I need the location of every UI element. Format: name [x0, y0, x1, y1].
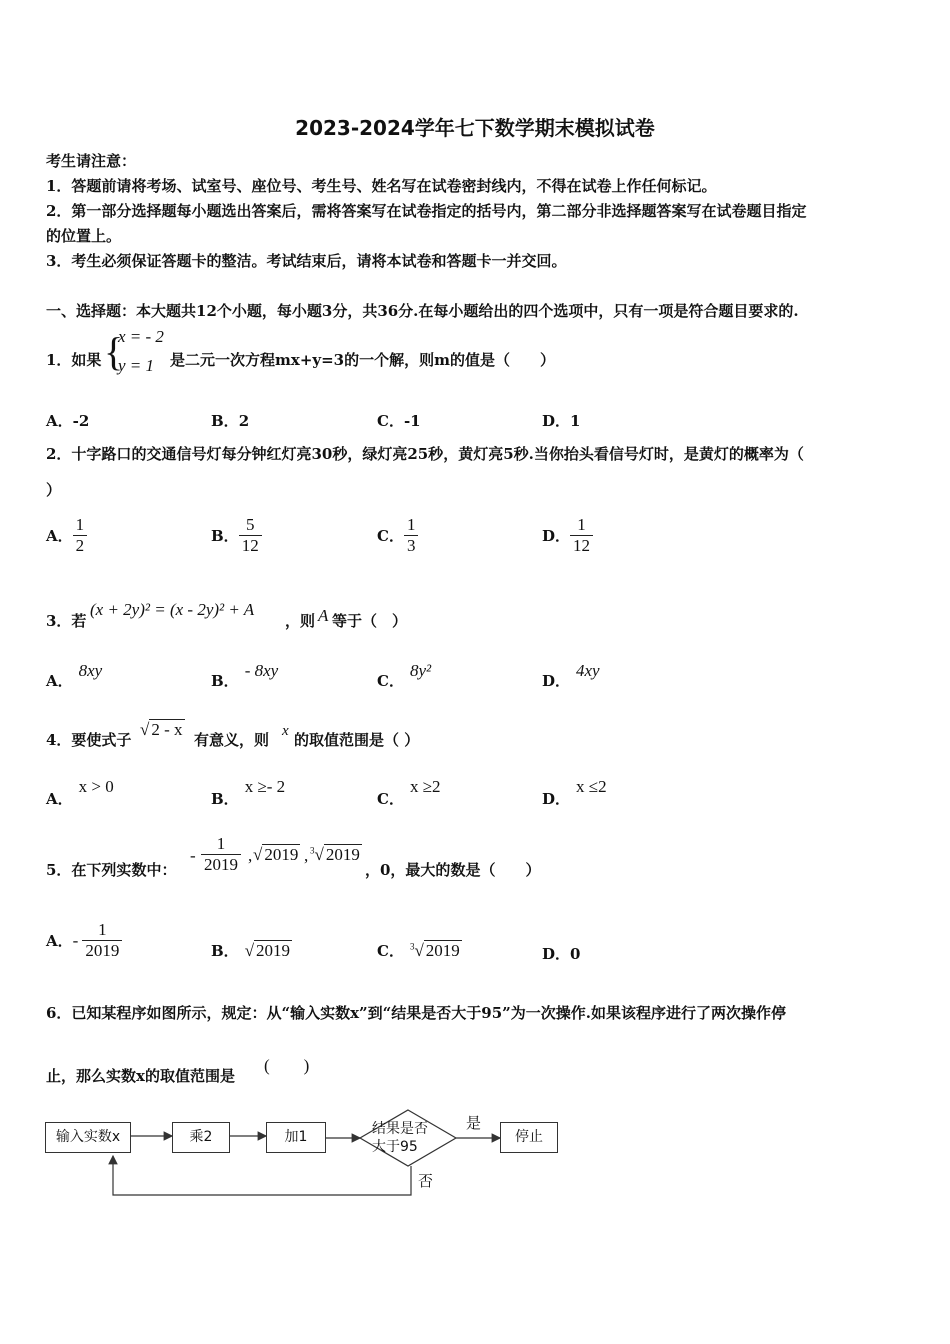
- q5-option-d[interactable]: [542, 943, 580, 964]
- option-cbrt: [410, 941, 462, 961]
- option-label: D．: [542, 412, 571, 430]
- sqrt-icon: √: [253, 845, 263, 864]
- flow-input-box: 输入实数x: [45, 1122, 131, 1153]
- option-fraction: [404, 515, 419, 556]
- page-title: 2023-2024学年七下数学期末模拟试卷: [295, 116, 655, 140]
- q3-suffix: 等于（ ）: [332, 612, 408, 630]
- q3-option-b[interactable]: [211, 660, 279, 690]
- system-brace-icon: {: [104, 329, 124, 374]
- q5-suffix: ，0，最大的数是（ ）: [365, 861, 541, 879]
- option-value: 0: [570, 945, 581, 963]
- q5-option-c[interactable]: [377, 940, 462, 961]
- root-index: 3: [409, 941, 415, 952]
- q2-option-a[interactable]: [46, 515, 87, 556]
- option-value: 8y²: [409, 661, 432, 680]
- radicand: 2019: [264, 845, 299, 864]
- flow-add-box: 加1: [266, 1122, 326, 1153]
- q1-stem: 是二元一次方程mx+y=3的一个解，则m的值是（ ）: [170, 351, 555, 369]
- q4-option-a[interactable]: [46, 776, 114, 808]
- option-value: 8xy: [78, 661, 103, 680]
- q5-comma: ,: [304, 846, 309, 865]
- notice-heading: 考生请注意：: [46, 152, 137, 170]
- numerator: 5: [239, 515, 262, 536]
- q4-radical: [140, 720, 185, 740]
- option-fraction: [82, 920, 122, 961]
- q5-fraction: [201, 834, 241, 875]
- flow-multiply-box: 乘2: [172, 1122, 230, 1153]
- decision-line: 结果是否: [372, 1121, 428, 1137]
- option-label: D．: [542, 672, 571, 690]
- q5-prefix: 5．在下列实数中：: [46, 861, 177, 879]
- option-sqrt: [245, 941, 292, 961]
- q4-option-c[interactable]: [377, 776, 441, 808]
- option-label: C．: [377, 672, 404, 690]
- option-label: A．: [46, 527, 73, 545]
- option-label: D．: [542, 945, 571, 963]
- q3-mid: ，则: [285, 612, 316, 630]
- sqrt-icon: √: [244, 941, 255, 960]
- q6-stem: 6．已知某程序如图所示，规定：从“输入实数x”到“结果是否大于95”为一次操作.如果该程序进行了两次操作停: [46, 1004, 786, 1022]
- flow-no-label: 否: [418, 1172, 434, 1190]
- q2-option-d[interactable]: [542, 515, 593, 556]
- option-label: B．: [211, 942, 239, 960]
- numerator: 1: [82, 920, 122, 941]
- notice-item: 1．答题前请将考场、试室号、座位号、考生号、姓名写在试卷密封线内，不得在试卷上作任何标记。: [46, 177, 717, 195]
- q6-answer-paren: ( ): [264, 1056, 310, 1075]
- option-value: x ≤2: [576, 777, 607, 796]
- q4-variable: x: [282, 723, 289, 739]
- option-label: D．: [542, 790, 571, 808]
- q4-option-d[interactable]: [542, 776, 607, 808]
- denominator: 2019: [204, 855, 238, 874]
- q1-option-d[interactable]: [542, 410, 580, 431]
- notice-item: 的位置上。: [46, 227, 122, 245]
- option-value: -1: [403, 412, 421, 430]
- q5-minus: -: [190, 846, 196, 865]
- q4-prefix: 4．要使式子: [46, 731, 132, 749]
- option-value: -2: [72, 412, 90, 430]
- q3-option-c[interactable]: [377, 660, 432, 690]
- option-label: B．: [211, 527, 239, 545]
- numerator: 1: [404, 515, 419, 536]
- radicand: 2019: [325, 845, 360, 864]
- option-fraction: [73, 515, 88, 556]
- q3-option-a[interactable]: [46, 660, 103, 690]
- numerator: 1: [201, 834, 241, 855]
- denominator: 3: [406, 536, 416, 555]
- option-fraction: [570, 515, 593, 556]
- q2-stem-cont: ）: [46, 481, 62, 499]
- q1-equation-y: y = 1: [118, 356, 155, 375]
- option-label: A．: [46, 672, 73, 690]
- option-label: C．: [377, 412, 404, 430]
- q5-option-b[interactable]: [211, 940, 292, 961]
- option-value: 1: [570, 412, 581, 430]
- q5-option-a[interactable]: [46, 920, 122, 961]
- q4-mid: 有意义，则: [194, 731, 270, 749]
- option-label: C．: [377, 527, 404, 545]
- option-minus: -: [72, 930, 79, 950]
- arrow-no-loop-back: [113, 1156, 411, 1195]
- flow-stop-box: 停止: [500, 1122, 558, 1153]
- numerator: 1: [73, 515, 88, 536]
- numerator: 1: [570, 515, 593, 536]
- denominator: 12: [241, 536, 259, 555]
- option-label: B．: [211, 412, 239, 430]
- notice-item: 2．第一部分选择题每小题选出答案后，需将答案写在试卷指定的括号内，第二部分非选择题答案写在试卷题目指定: [46, 202, 807, 220]
- sqrt-icon: √: [314, 845, 324, 864]
- q1-option-b[interactable]: [211, 410, 249, 431]
- option-value: x ≥- 2: [244, 777, 286, 796]
- q3-prefix: 3．若: [46, 612, 87, 630]
- q5-cbrt: [310, 845, 362, 865]
- q4-option-b[interactable]: [211, 776, 286, 808]
- q1-equation-x: x = - 2: [118, 327, 164, 346]
- option-value: x ≥2: [409, 777, 441, 796]
- option-value: 2: [238, 412, 250, 430]
- flow-yes-label: 是: [466, 1114, 482, 1132]
- q5-comma: ,: [248, 846, 253, 865]
- notice-item: 3．考生必须保证答题卡的整洁。考试结束后，请将本试卷和答题卡一并交回。: [46, 252, 567, 270]
- radicand: 2 - x: [151, 720, 183, 739]
- q1-prefix: 1．如果: [46, 351, 102, 369]
- option-label: B．: [211, 790, 239, 808]
- section-heading: 一、选择题：本大题共12个小题，每小题3分，共36分.在每小题给出的四个选项中，只有一项是符合题目要求的.: [46, 302, 799, 320]
- option-label: D．: [542, 527, 571, 545]
- option-label: A．: [46, 790, 73, 808]
- radicand: 2019: [256, 941, 291, 960]
- q2-option-b[interactable]: [211, 515, 262, 556]
- q4-suffix: 的取值范围是（ ）: [294, 731, 420, 749]
- q1-option-c[interactable]: [377, 410, 421, 431]
- option-fraction: [239, 515, 262, 556]
- option-label: B．: [211, 672, 239, 690]
- sqrt-icon: √: [140, 720, 150, 739]
- option-label: A．: [46, 932, 73, 950]
- q6-stem-cont: 止，那么实数x的取值范围是: [46, 1067, 235, 1085]
- q2-option-c[interactable]: [377, 515, 418, 556]
- denominator: 12: [573, 536, 591, 555]
- decision-line: 大于95: [372, 1139, 418, 1155]
- q3-option-d[interactable]: [542, 660, 600, 690]
- option-label: A．: [46, 412, 73, 430]
- denominator: 2019: [85, 941, 120, 960]
- option-value: x > 0: [78, 777, 114, 796]
- flow-decision-text: [372, 1120, 428, 1156]
- option-value: - 8xy: [244, 661, 279, 680]
- sqrt-icon: √: [414, 941, 424, 960]
- q3-variable: A: [318, 606, 329, 625]
- denominator: 2: [75, 536, 85, 555]
- q5-sqrt: [253, 845, 300, 865]
- option-label: C．: [377, 790, 404, 808]
- q2-stem: 2．十字路口的交通信号灯每分钟红灯亮30秒，绿灯亮25秒，黄灯亮5秒.当你抬头看信号灯时，是黄灯的概率为（: [46, 445, 804, 463]
- radicand: 2019: [425, 941, 460, 960]
- q3-expression: (x + 2y)² = (x - 2y)² + A: [90, 600, 255, 619]
- q1-option-a[interactable]: [46, 410, 89, 431]
- option-label: C．: [377, 942, 404, 960]
- option-value: 4xy: [576, 661, 600, 680]
- root-index: 3: [310, 845, 315, 856]
